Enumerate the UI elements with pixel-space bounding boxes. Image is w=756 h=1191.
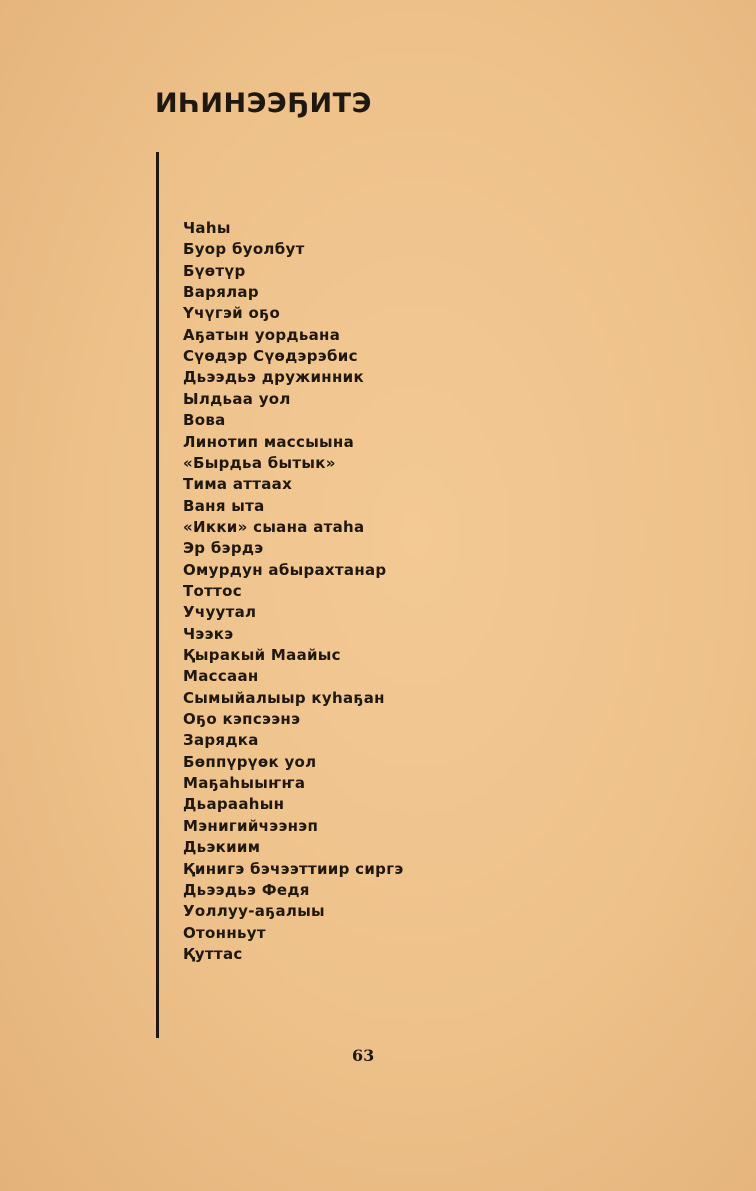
toc-entry (0, 901, 600, 922)
toc-entry (0, 560, 600, 581)
toc-entry (0, 730, 600, 751)
toc-entry (0, 645, 600, 666)
toc-entry (0, 773, 600, 794)
page-title: ИҺИНЭЭҔИТЭ (155, 88, 372, 119)
toc-entry-title: Ваня ыта (183, 496, 265, 515)
toc-entry (0, 261, 600, 282)
toc-entry-title: «Бырдьа бытык» (183, 453, 336, 472)
toc-entry-title: Омурдун абырахтанар (183, 560, 387, 579)
toc-entry (0, 410, 600, 431)
toc-entry-title: Массаан (183, 667, 259, 686)
toc-entry (0, 837, 600, 858)
toc-entry-title: Бүөтүр (183, 261, 246, 280)
toc-entry (0, 432, 600, 453)
toc-entry-title: Буор буолбут (183, 240, 305, 259)
toc-entry-title: Зарядка (183, 731, 259, 750)
toc-entry-title: Тоттос (183, 581, 242, 600)
toc-entry-title: Дьээдьэ Федя (183, 880, 310, 899)
toc-entry (0, 538, 600, 559)
toc-entry-title: Қинигэ бэчээттиир сиргэ (183, 859, 404, 878)
toc-entry-title: Үчүгэй оҕо (183, 304, 281, 323)
toc-entry (0, 944, 600, 965)
toc-entry-title: Тима аттаах (183, 475, 293, 494)
toc-entry (0, 218, 600, 239)
toc-entry-title: Уоллуу-аҕалыы (183, 902, 325, 921)
toc-entry (0, 325, 600, 346)
toc-entry (0, 709, 600, 730)
toc-entry-title: Мэнигийчээнэп (183, 816, 319, 835)
toc-entry-title: Варялар (183, 283, 259, 302)
toc-entry (0, 794, 600, 815)
toc-entry-title: Қуттас (183, 944, 243, 963)
toc-entry (0, 666, 600, 687)
toc-entry-title: Аҕатын уордьана (183, 325, 341, 344)
toc-entry (0, 346, 600, 367)
toc-entry (0, 923, 600, 944)
toc-entry (0, 688, 600, 709)
toc-entry (0, 453, 600, 474)
toc-entry (0, 880, 600, 901)
toc-entry (0, 602, 600, 623)
toc-entry-title: Вова (183, 411, 226, 430)
toc-entry (0, 303, 600, 324)
toc-entry (0, 752, 600, 773)
page-number: 63 (352, 1046, 375, 1065)
toc-entry (0, 239, 600, 260)
toc-entry-title: Қыракый Маайыс (183, 646, 341, 664)
toc-entry (0, 389, 600, 410)
toc-entry (0, 624, 600, 645)
toc-entry-title: Сүөдэр Сүөдэрэбис (183, 347, 358, 366)
toc-entry-title: Сымыйалыыр куһаҕан (183, 688, 385, 707)
toc-entry-title: Эр бэрдэ (183, 539, 264, 558)
toc-entry-title: Дьэкиим (183, 838, 261, 857)
toc-entry-title: Учуутал (183, 603, 257, 622)
toc-entry-title: Оҕо кэпсээнэ (183, 710, 301, 729)
toc-entry (0, 517, 600, 538)
toc-entry (0, 581, 600, 602)
toc-entry-title: Ылдьаа уол (183, 389, 291, 408)
toc-entry-title: Отонньут (183, 923, 266, 942)
toc-entry-title: Дьарааһын (183, 795, 285, 814)
toc-entry-title: Маҕаһыыҥҥа (183, 774, 306, 793)
toc-entry-title: Чээкэ (183, 624, 234, 643)
toc-entry-title: Линотип массыына (183, 432, 355, 451)
toc-entry-title: Дьээдьэ дружинник (183, 368, 364, 387)
toc-entry-title: Чаһы (183, 219, 231, 237)
toc-entry (0, 282, 600, 303)
toc-entry (0, 816, 600, 837)
toc-entry (0, 474, 600, 495)
toc-entry-title: Бөппүрүөк уол (183, 752, 317, 771)
toc-entry (0, 859, 600, 880)
toc-entry-title: «Икки» сыана атаһа (183, 517, 365, 536)
toc-entry (0, 496, 600, 517)
toc-entry (0, 367, 600, 388)
